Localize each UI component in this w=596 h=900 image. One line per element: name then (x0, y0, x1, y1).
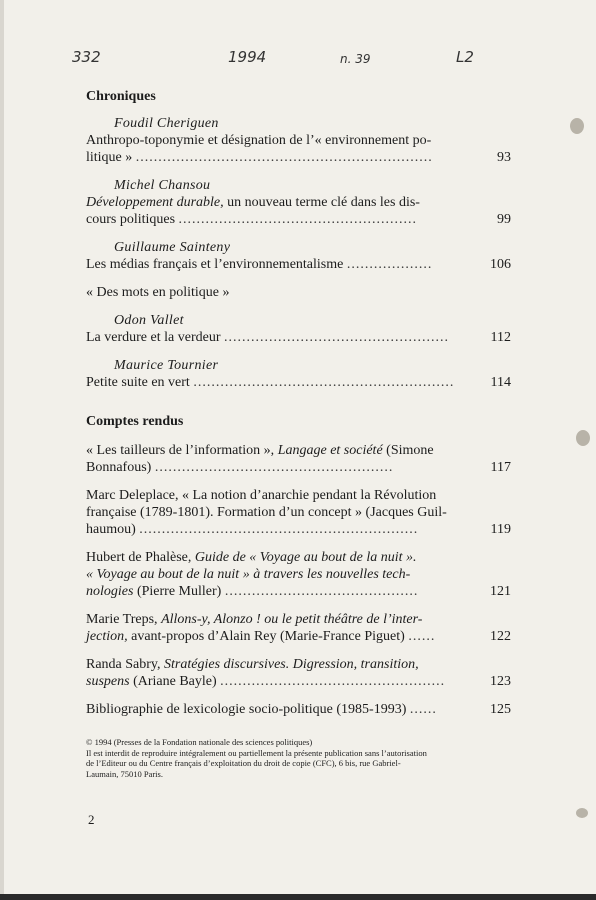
dot-leaders: .............................................................. (139, 522, 419, 537)
handwritten-ref: 332 (72, 48, 101, 66)
page-number: 117 (490, 460, 511, 475)
entry-title: suspens (86, 674, 130, 689)
page-number: 99 (497, 212, 511, 227)
table-of-contents (86, 88, 511, 718)
dot-leaders: .......................................................... (193, 375, 455, 390)
toc-entry (86, 239, 511, 273)
entry-title: Marc Deleplace, « La notion d’anarchie pendant la Révolution (86, 488, 437, 503)
page-number: 106 (490, 257, 511, 272)
dot-leaders: ...... (408, 629, 436, 644)
page-number: 93 (497, 150, 511, 165)
entry-title: française (1789-1801). Formation d’un concept » (Jacques Guil- (86, 505, 447, 520)
entry-title: Bibliographie de lexicologie socio-politique (1985-1993) (86, 702, 407, 717)
dot-leaders: ..................................................... (154, 460, 394, 475)
entry-title: Stratégies discursives. Digression, transition, (164, 657, 419, 672)
dot-leaders: ........................................... (224, 584, 419, 599)
toc-entry (86, 656, 511, 690)
entry-title: un nouveau terme clé dans les dis- (223, 195, 420, 210)
dot-leaders: ...... (409, 702, 437, 717)
handwritten-number: n. 39 (340, 52, 371, 66)
toc-entry (86, 487, 511, 538)
binding-hole (576, 808, 588, 818)
entry-title: litique » (86, 150, 133, 165)
entry-title: nologies (86, 584, 134, 599)
entry-author: Guillaume Sainteny (114, 240, 231, 255)
page-number: 122 (490, 629, 511, 644)
entry-title: Guide de « Voyage au bout de la nuit ». (194, 550, 417, 565)
copyright-line: Il est interdit de reproduire intégralement ou partiellement la présente publication sans l’autorisation (86, 747, 427, 758)
toc-entry (86, 177, 511, 228)
entry-author: Michel Chansou (114, 178, 211, 193)
entry-title: jection, (86, 629, 128, 644)
entry-title: Développement durable, (86, 195, 224, 210)
entry-author: Odon Vallet (114, 313, 184, 328)
dot-leaders: .................................................. (220, 674, 446, 689)
entry-title: avant-propos d’Alain Rey (Marie-France Piguet) (127, 629, 405, 644)
entry-title: (Ariane Bayle) (129, 674, 217, 689)
entry-title: « Voyage au bout de la nuit » à travers les nouvelles tech- (86, 567, 411, 582)
entry-title: Langage et société (277, 443, 383, 458)
entry-title: La verdure et la verdeur (86, 330, 221, 345)
toc-entry (86, 701, 511, 718)
handwritten-year: 1994 (228, 48, 267, 66)
section-heading: Comptes rendus (86, 414, 184, 429)
entry-title: Anthropo-toponymie et désignation de l’« environnement po- (86, 133, 432, 148)
dot-leaders: .................................................. (223, 330, 449, 345)
page-number: 112 (490, 330, 511, 345)
scan-edge (0, 894, 596, 900)
entry-author: Maurice Tournier (114, 358, 219, 373)
toc-entry (86, 442, 511, 476)
entry-title: Hubert de Phalèse, (86, 550, 195, 565)
entry-title: Petite suite en vert (86, 375, 190, 390)
page-number: 123 (490, 674, 511, 689)
copyright-line: de l’Editeur ou du Centre français d’exploitation du droit de copie (CFC), 6 bis, rue Gabriel- (86, 758, 401, 768)
binding-hole (576, 430, 590, 446)
binding-hole (570, 118, 584, 134)
subsection-title: « Des mots en politique » (86, 285, 230, 300)
copyright-line: © 1994 (Presses de la Fondation nationale des sciences politiques) (86, 737, 313, 747)
toc-entry (86, 549, 511, 600)
dot-leaders: ..................................................... (178, 212, 418, 227)
handwritten-code: L2 (456, 48, 474, 66)
copyright-line: Laumain, 75010 Paris. (86, 768, 163, 779)
toc-entry (86, 611, 511, 645)
entry-author: Foudil Cheriguen (114, 116, 219, 131)
page-number: 125 (490, 702, 511, 717)
page-number: 121 (490, 584, 511, 599)
entry-title: (Simone (382, 443, 434, 458)
page-number: 114 (490, 375, 511, 390)
scan-edge (0, 0, 4, 900)
entry-title: Allons-y, Alonzo ! ou le petit théâtre de l’inter- (161, 612, 423, 627)
entry-title: Les médias français et l’environnementalisme (86, 257, 344, 272)
entry-title: Randa Sabry, (86, 657, 165, 672)
page-number: 119 (490, 522, 511, 537)
copyright-notice (86, 737, 516, 779)
entry-title: « Les tailleurs de l’information », (86, 443, 278, 458)
entry-title: (Pierre Muller) (133, 584, 222, 599)
toc-entry (86, 357, 511, 391)
toc-entry (86, 115, 511, 166)
section-heading: Chroniques (86, 89, 156, 104)
entry-title: Bonnafous) (86, 460, 152, 475)
toc-entry (86, 312, 511, 346)
dot-leaders: ................... (346, 257, 433, 272)
dot-leaders: .................................................................. (135, 150, 433, 165)
entry-title: haumou) (86, 522, 136, 537)
entry-title: Marie Treps, (86, 612, 162, 627)
entry-title: cours politiques (86, 212, 176, 227)
page-folio: 2 (88, 812, 95, 827)
